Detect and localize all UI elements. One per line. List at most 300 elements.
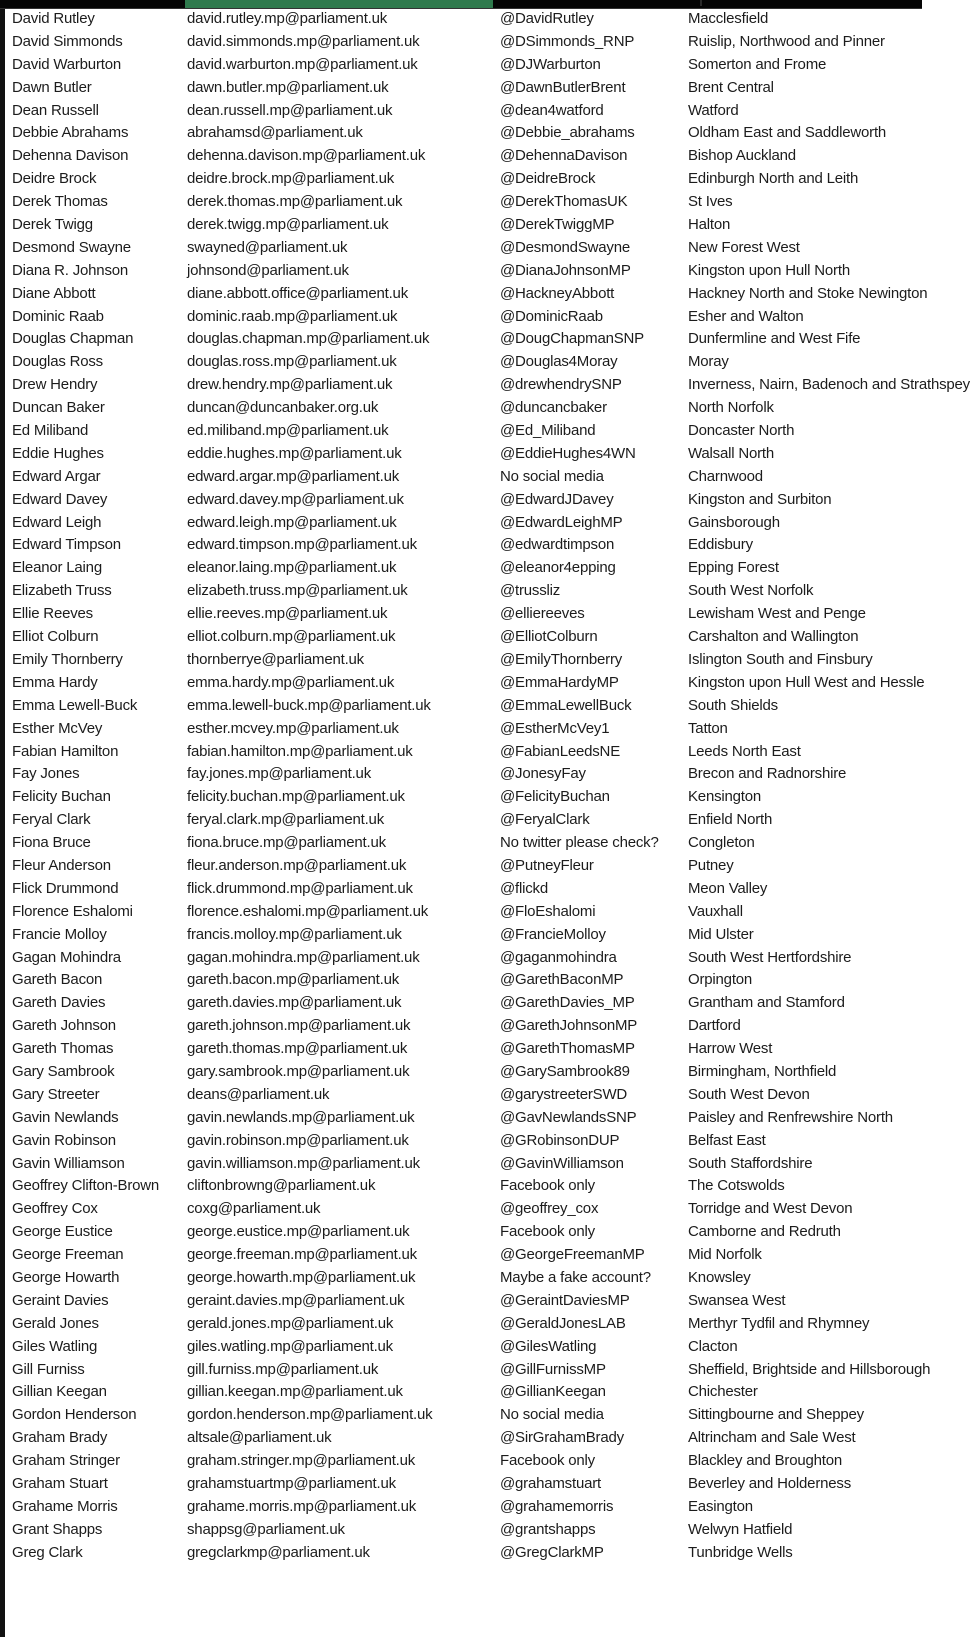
cell-twitter[interactable]: @DavidRutley: [500, 10, 594, 27]
cell-name[interactable]: Gareth Johnson: [12, 1017, 116, 1035]
cell-email[interactable]: dominic.raab.mp@parliament.uk: [187, 307, 398, 325]
cell-constituency[interactable]: Easington: [688, 1497, 753, 1515]
cell-name[interactable]: David Simmonds: [12, 32, 123, 50]
cell-email[interactable]: geraint.davies.mp@parliament.uk: [187, 1291, 405, 1309]
table-row[interactable]: [5, 1290, 922, 1313]
cell-name[interactable]: Edward Davey: [12, 490, 108, 508]
cell-twitter[interactable]: @FelicityBuchan: [500, 788, 610, 806]
cell-constituency[interactable]: Watford: [688, 101, 739, 119]
cell-name[interactable]: Edward Timpson: [12, 536, 121, 554]
table-row[interactable]: [5, 1404, 922, 1427]
cell-constituency[interactable]: Tunbridge Wells: [688, 1543, 793, 1561]
cell-name[interactable]: Gerald Jones: [12, 1314, 99, 1332]
table-row[interactable]: [5, 1153, 922, 1176]
cell-name[interactable]: Francie Molloy: [12, 925, 107, 943]
cell-email[interactable]: george.eustice.mp@parliament.uk: [187, 1223, 410, 1241]
cell-constituency[interactable]: Putney: [688, 856, 734, 874]
cell-email[interactable]: deidre.brock.mp@parliament.uk: [187, 170, 395, 188]
cell-name[interactable]: Florence Eshalomi: [12, 902, 133, 920]
cell-email[interactable]: graham.stringer.mp@parliament.uk: [187, 1452, 416, 1470]
cell-name[interactable]: Fabian Hamilton: [12, 742, 119, 760]
cell-twitter[interactable]: @EdwardLeighMP: [500, 513, 623, 531]
cell-twitter[interactable]: @GarethThomasMP: [500, 1040, 635, 1058]
cell-email[interactable]: coxg@parliament.uk: [187, 1200, 321, 1218]
cell-twitter[interactable]: @GregClarkMP: [500, 1543, 604, 1561]
cell-twitter[interactable]: @HackneyAbbott: [500, 284, 615, 302]
table-row[interactable]: [5, 1038, 922, 1061]
cell-constituency[interactable]: Sheffield, Brightside and Hillsborough: [688, 1360, 931, 1378]
cell-constituency[interactable]: Altrincham and Sale West: [688, 1429, 856, 1447]
cell-twitter[interactable]: @EmmaHardyMP: [500, 673, 619, 691]
cell-email[interactable]: giles.watling.mp@parliament.uk: [187, 1337, 393, 1355]
cell-email[interactable]: feryal.clark.mp@parliament.uk: [187, 811, 384, 829]
table-row[interactable]: [5, 809, 922, 832]
cell-email[interactable]: george.freeman.mp@parliament.uk: [187, 1246, 417, 1264]
cell-constituency[interactable]: Epping Forest: [688, 559, 779, 577]
cell-name[interactable]: Fay Jones: [12, 765, 80, 783]
cell-name[interactable]: David Rutley: [12, 10, 95, 27]
table-row[interactable]: [5, 969, 922, 992]
cell-name[interactable]: Edward Leigh: [12, 513, 102, 531]
cell-email[interactable]: johnsond@parliament.uk: [187, 261, 349, 279]
cell-name[interactable]: Desmond Swayne: [12, 238, 131, 256]
cell-constituency[interactable]: Kingston and Surbiton: [688, 490, 832, 508]
cell-twitter[interactable]: Maybe a fake account?: [500, 1268, 651, 1286]
cell-constituency[interactable]: South Shields: [688, 696, 778, 714]
cell-constituency[interactable]: Welwyn Hatfield: [688, 1520, 793, 1538]
cell-constituency[interactable]: Brent Central: [688, 78, 774, 96]
cell-twitter[interactable]: @EdwardJDavey: [500, 490, 614, 508]
cell-constituency[interactable]: South Staffordshire: [688, 1154, 813, 1172]
cell-constituency[interactable]: Chichester: [688, 1383, 758, 1401]
table-row[interactable]: [5, 1359, 931, 1382]
table-row[interactable]: [5, 786, 922, 809]
cell-email[interactable]: derek.twigg.mp@parliament.uk: [187, 216, 389, 234]
cell-name[interactable]: Ellie Reeves: [12, 605, 93, 623]
cell-constituency[interactable]: Knowsley: [688, 1268, 751, 1286]
cell-name[interactable]: Emma Hardy: [12, 673, 98, 691]
cell-name[interactable]: Greg Clark: [12, 1543, 83, 1561]
cell-constituency[interactable]: Charnwood: [688, 467, 763, 485]
cell-twitter[interactable]: @DJWarburton: [500, 55, 601, 73]
cell-name[interactable]: Graham Stringer: [12, 1452, 120, 1470]
cell-name[interactable]: Ed Miliband: [12, 422, 89, 440]
cell-name[interactable]: Duncan Baker: [12, 399, 105, 417]
cell-name[interactable]: Drew Hendry: [12, 376, 98, 394]
cell-name[interactable]: Gary Streeter: [12, 1085, 100, 1103]
cell-twitter[interactable]: @Ed_Miliband: [500, 422, 596, 440]
cell-name[interactable]: Emily Thornberry: [12, 650, 123, 668]
table-row[interactable]: [5, 1061, 922, 1084]
cell-constituency[interactable]: New Forest West: [688, 238, 800, 256]
table-row[interactable]: [5, 1313, 922, 1336]
cell-constituency[interactable]: South West Hertfordshire: [688, 948, 852, 966]
cell-email[interactable]: douglas.ross.mp@parliament.uk: [187, 353, 397, 371]
cell-name[interactable]: Gavin Newlands: [12, 1108, 119, 1126]
cell-name[interactable]: Gavin Williamson: [12, 1154, 125, 1172]
table-row[interactable]: [5, 283, 928, 306]
cell-name[interactable]: Dawn Butler: [12, 78, 92, 96]
table-row[interactable]: [5, 626, 922, 649]
cell-constituency[interactable]: Dunfermline and West Fife: [688, 330, 861, 348]
cell-name[interactable]: George Eustice: [12, 1223, 113, 1241]
table-row[interactable]: [5, 328, 922, 351]
cell-constituency[interactable]: Kingston upon Hull West and Hessle: [688, 673, 925, 691]
cell-email[interactable]: fay.jones.mp@parliament.uk: [187, 765, 371, 783]
cell-email[interactable]: gareth.thomas.mp@parliament.uk: [187, 1040, 408, 1058]
cell-twitter[interactable]: @EddieHughes4WN: [500, 444, 636, 462]
cell-twitter[interactable]: @duncancbaker: [500, 399, 607, 417]
table-row[interactable]: [5, 1198, 922, 1221]
cell-twitter[interactable]: Facebook only: [500, 1452, 595, 1470]
cell-twitter[interactable]: @edwardtimpson: [500, 536, 615, 554]
cell-twitter[interactable]: @GarethBaconMP: [500, 971, 624, 989]
table-row[interactable]: [5, 1427, 922, 1450]
cell-email[interactable]: thornberrye@parliament.uk: [187, 650, 364, 668]
cell-twitter[interactable]: @trussliz: [500, 582, 561, 600]
table-row[interactable]: [5, 1267, 922, 1290]
cell-name[interactable]: Geraint Davies: [12, 1291, 109, 1309]
table-row[interactable]: [5, 397, 922, 420]
cell-name[interactable]: Geoffrey Clifton-Brown: [12, 1177, 160, 1195]
table-row[interactable]: [5, 1336, 922, 1359]
cell-constituency[interactable]: Blackley and Broughton: [688, 1452, 843, 1470]
cell-constituency[interactable]: Kingston upon Hull North: [688, 261, 850, 279]
table-row[interactable]: [5, 100, 922, 123]
cell-constituency[interactable]: Merthyr Tydfil and Rhymney: [688, 1314, 870, 1332]
cell-constituency[interactable]: Macclesfield: [688, 10, 769, 27]
cell-constituency[interactable]: South West Devon: [688, 1085, 810, 1103]
cell-email[interactable]: gagan.mohindra.mp@parliament.uk: [187, 948, 420, 966]
cell-twitter[interactable]: @DougChapmanSNP: [500, 330, 644, 348]
cell-name[interactable]: Grahame Morris: [12, 1497, 118, 1515]
cell-name[interactable]: Eleanor Laing: [12, 559, 102, 577]
cell-constituency[interactable]: Somerton and Frome: [688, 55, 827, 73]
cell-name[interactable]: Douglas Ross: [12, 353, 103, 371]
table-row[interactable]: [5, 420, 922, 443]
table-row[interactable]: [5, 443, 922, 466]
table-row[interactable]: [5, 1130, 922, 1153]
cell-email[interactable]: gavin.williamson.mp@parliament.uk: [187, 1154, 420, 1172]
cell-twitter[interactable]: No twitter please check?: [500, 834, 659, 852]
cell-constituency[interactable]: Walsall North: [688, 444, 775, 462]
cell-name[interactable]: Flick Drummond: [12, 879, 119, 897]
cell-email[interactable]: gavin.newlands.mp@parliament.uk: [187, 1108, 415, 1126]
cell-email[interactable]: david.simmonds.mp@parliament.uk: [187, 32, 420, 50]
cell-email[interactable]: david.warburton.mp@parliament.uk: [187, 55, 418, 73]
cell-twitter[interactable]: @FloEshalomi: [500, 902, 596, 920]
cell-twitter[interactable]: Facebook only: [500, 1177, 595, 1195]
cell-email[interactable]: eleanor.laing.mp@parliament.uk: [187, 559, 397, 577]
cell-twitter[interactable]: @DeidreBrock: [500, 170, 596, 188]
cell-name[interactable]: Elliot Colburn: [12, 628, 99, 646]
cell-name[interactable]: Diana R. Johnson: [12, 261, 129, 279]
cell-email[interactable]: edward.leigh.mp@parliament.uk: [187, 513, 397, 531]
table-row[interactable]: [5, 374, 970, 397]
table-row[interactable]: [5, 168, 922, 191]
cell-constituency[interactable]: Meon Valley: [688, 879, 768, 897]
cell-twitter[interactable]: @DehennaDavison: [500, 147, 628, 165]
cell-twitter[interactable]: @GeorgeFreemanMP: [500, 1246, 645, 1264]
cell-email[interactable]: gillian.keegan.mp@parliament.uk: [187, 1383, 403, 1401]
cell-name[interactable]: Gillian Keegan: [12, 1383, 107, 1401]
header-name-column[interactable]: [5, 0, 183, 6]
cell-twitter[interactable]: @GilesWatling: [500, 1337, 597, 1355]
cell-twitter[interactable]: @grahamemorris: [500, 1497, 614, 1515]
table-row[interactable]: [5, 1496, 922, 1519]
cell-name[interactable]: Diane Abbott: [12, 284, 96, 302]
cell-email[interactable]: drew.hendry.mp@parliament.uk: [187, 376, 393, 394]
cell-email[interactable]: edward.argar.mp@parliament.uk: [187, 467, 400, 485]
table-row[interactable]: [5, 351, 922, 374]
table-row[interactable]: [5, 1473, 922, 1496]
cell-name[interactable]: Feryal Clark: [12, 811, 91, 829]
cell-constituency[interactable]: Birmingham, Northfield: [688, 1062, 837, 1080]
cell-name[interactable]: Deidre Brock: [12, 170, 97, 188]
table-row[interactable]: [5, 832, 922, 855]
cell-name[interactable]: Douglas Chapman: [12, 330, 134, 348]
cell-constituency[interactable]: Mid Norfolk: [688, 1246, 762, 1264]
table-row[interactable]: [5, 1542, 922, 1565]
cell-name[interactable]: Derek Twigg: [12, 216, 93, 234]
cell-twitter[interactable]: @GRobinsonDUP: [500, 1131, 620, 1149]
table-row[interactable]: [5, 1015, 922, 1038]
cell-constituency[interactable]: Grantham and Stamford: [688, 994, 845, 1012]
cell-name[interactable]: Felicity Buchan: [12, 788, 111, 806]
cell-twitter[interactable]: @JonesyFay: [500, 765, 586, 783]
cell-constituency[interactable]: Harrow West: [688, 1040, 773, 1058]
cell-constituency[interactable]: Halton: [688, 216, 731, 234]
table-row[interactable]: [5, 855, 922, 878]
cell-email[interactable]: gareth.bacon.mp@parliament.uk: [187, 971, 400, 989]
cell-email[interactable]: shappsg@parliament.uk: [187, 1520, 345, 1538]
cell-twitter[interactable]: @DianaJohnsonMP: [500, 261, 631, 279]
table-row[interactable]: [5, 741, 922, 764]
cell-name[interactable]: Gagan Mohindra: [12, 948, 121, 966]
cell-name[interactable]: Dominic Raab: [12, 307, 104, 325]
table-row[interactable]: [5, 512, 922, 535]
cell-constituency[interactable]: Carshalton and Wallington: [688, 628, 859, 646]
cell-email[interactable]: gerald.jones.mp@parliament.uk: [187, 1314, 394, 1332]
table-row[interactable]: [5, 54, 922, 77]
cell-twitter[interactable]: @FabianLeedsNE: [500, 742, 620, 760]
cell-constituency[interactable]: Torridge and West Devon: [688, 1200, 853, 1218]
cell-name[interactable]: Gary Sambrook: [12, 1062, 115, 1080]
cell-constituency[interactable]: Enfield North: [688, 811, 773, 829]
cell-email[interactable]: grahame.morris.mp@parliament.uk: [187, 1497, 417, 1515]
cell-email[interactable]: altsale@parliament.uk: [187, 1429, 332, 1447]
cell-constituency[interactable]: Camborne and Redruth: [688, 1223, 841, 1241]
cell-twitter[interactable]: @EmilyThornberry: [500, 650, 623, 668]
table-row[interactable]: [5, 1107, 922, 1130]
cell-constituency[interactable]: North Norfolk: [688, 399, 774, 417]
table-row[interactable]: [5, 306, 922, 329]
table-row[interactable]: [5, 31, 922, 54]
cell-email[interactable]: francis.molloy.mp@parliament.uk: [187, 925, 402, 943]
cell-email[interactable]: dehenna.davison.mp@parliament.uk: [187, 147, 426, 165]
cell-email[interactable]: david.rutley.mp@parliament.uk: [187, 10, 388, 27]
cell-email[interactable]: derek.thomas.mp@parliament.uk: [187, 193, 403, 211]
cell-name[interactable]: Edward Argar: [12, 467, 101, 485]
cell-constituency[interactable]: Dartford: [688, 1017, 741, 1035]
cell-name[interactable]: Emma Lewell-Buck: [12, 696, 138, 714]
cell-email[interactable]: gordon.henderson.mp@parliament.uk: [187, 1406, 433, 1424]
cell-email[interactable]: edward.timpson.mp@parliament.uk: [187, 536, 417, 554]
table-row[interactable]: [5, 695, 922, 718]
cell-email[interactable]: george.howarth.mp@parliament.uk: [187, 1268, 416, 1286]
cell-constituency[interactable]: Belfast East: [688, 1131, 766, 1149]
cell-email[interactable]: dean.russell.mp@parliament.uk: [187, 101, 393, 119]
cell-constituency[interactable]: Congleton: [688, 834, 755, 852]
cell-name[interactable]: Gavin Robinson: [12, 1131, 116, 1149]
cell-twitter[interactable]: @GeraintDaviesMP: [500, 1291, 630, 1309]
cell-constituency[interactable]: Oldham East and Saddleworth: [688, 124, 887, 142]
table-row[interactable]: [5, 260, 922, 283]
cell-twitter[interactable]: @DSimmonds_RNP: [500, 32, 635, 50]
cell-twitter[interactable]: No social media: [500, 1406, 604, 1424]
cell-email[interactable]: fiona.bruce.mp@parliament.uk: [187, 834, 386, 852]
cell-constituency[interactable]: Ruislip, Northwood and Pinner: [688, 32, 885, 50]
cell-twitter[interactable]: @DesmondSwayne: [500, 238, 630, 256]
cell-name[interactable]: Dean Russell: [12, 101, 99, 119]
cell-name[interactable]: Esther McVey: [12, 719, 103, 737]
cell-name[interactable]: Grant Shapps: [12, 1520, 103, 1538]
cell-email[interactable]: dawn.butler.mp@parliament.uk: [187, 78, 389, 96]
cell-name[interactable]: Debbie Abrahams: [12, 124, 129, 142]
table-row[interactable]: [5, 1221, 922, 1244]
table-row[interactable]: [5, 1244, 922, 1267]
cell-constituency[interactable]: Clacton: [688, 1337, 738, 1355]
cell-twitter[interactable]: Facebook only: [500, 1223, 595, 1241]
cell-constituency[interactable]: Orpington: [688, 971, 753, 989]
table-row[interactable]: [5, 1381, 922, 1404]
cell-twitter[interactable]: @grahamstuart: [500, 1475, 602, 1492]
cell-twitter[interactable]: @GavinWilliamson: [500, 1154, 624, 1172]
cell-twitter[interactable]: @FeryalClark: [500, 811, 590, 829]
cell-constituency[interactable]: Islington South and Finsbury: [688, 650, 873, 668]
cell-twitter[interactable]: @drewhendrySNP: [500, 376, 622, 394]
cell-email[interactable]: grahamstuartmp@parliament.uk: [187, 1475, 396, 1492]
cell-twitter[interactable]: @GeraldJonesLAB: [500, 1314, 626, 1332]
cell-constituency[interactable]: Inverness, Nairn, Badenoch and Strathspey: [688, 376, 970, 394]
cell-constituency[interactable]: Doncaster North: [688, 422, 795, 440]
cell-twitter[interactable]: @GarySambrook89: [500, 1062, 630, 1080]
cell-constituency[interactable]: Gainsborough: [688, 513, 780, 531]
cell-twitter[interactable]: @dean4watford: [500, 101, 604, 119]
table-row[interactable]: [5, 8, 922, 31]
cell-email[interactable]: edward.davey.mp@parliament.uk: [187, 490, 404, 508]
cell-name[interactable]: Giles Watling: [12, 1337, 98, 1355]
cell-twitter[interactable]: @DawnButlerBrent: [500, 78, 626, 96]
cell-email[interactable]: gareth.johnson.mp@parliament.uk: [187, 1017, 411, 1035]
table-row[interactable]: [5, 992, 922, 1015]
cell-constituency[interactable]: Lewisham West and Penge: [688, 605, 866, 623]
cell-constituency[interactable]: Beverley and Holderness: [688, 1475, 851, 1492]
cell-twitter[interactable]: @PutneyFleur: [500, 856, 594, 874]
cell-twitter[interactable]: @DominicRaab: [500, 307, 603, 325]
cell-constituency[interactable]: The Cotswolds: [688, 1177, 785, 1195]
cell-twitter[interactable]: @Debbie_abrahams: [500, 124, 635, 142]
header-twitter-column[interactable]: [495, 0, 702, 6]
cell-name[interactable]: Gordon Henderson: [12, 1406, 137, 1424]
table-row[interactable]: [5, 718, 922, 741]
cell-constituency[interactable]: Bishop Auckland: [688, 147, 796, 165]
cell-name[interactable]: Fleur Anderson: [12, 856, 111, 874]
cell-constituency[interactable]: Hackney North and Stoke Newington: [688, 284, 928, 302]
cell-name[interactable]: Gill Furniss: [12, 1360, 85, 1378]
cell-twitter[interactable]: @elliereeves: [500, 605, 585, 623]
cell-name[interactable]: Fiona Bruce: [12, 834, 91, 852]
cell-name[interactable]: George Howarth: [12, 1268, 120, 1286]
cell-email[interactable]: ellie.reeves.mp@parliament.uk: [187, 605, 388, 623]
cell-twitter[interactable]: @GillFurnissMP: [500, 1360, 606, 1378]
cell-email[interactable]: eddie.hughes.mp@parliament.uk: [187, 444, 402, 462]
cell-email[interactable]: cliftonbrowng@parliament.uk: [187, 1177, 376, 1195]
cell-email[interactable]: gavin.robinson.mp@parliament.uk: [187, 1131, 409, 1149]
table-row[interactable]: [5, 1084, 922, 1107]
cell-email[interactable]: diane.abbott.office@parliament.uk: [187, 284, 408, 302]
cell-name[interactable]: Graham Stuart: [12, 1475, 108, 1492]
cell-twitter[interactable]: @flickd: [500, 879, 549, 897]
cell-constituency[interactable]: Esher and Walton: [688, 307, 804, 325]
cell-twitter[interactable]: @DerekTwiggMP: [500, 216, 615, 234]
table-row[interactable]: [5, 603, 922, 626]
cell-email[interactable]: flick.drummond.mp@parliament.uk: [187, 879, 413, 897]
cell-constituency[interactable]: Edinburgh North and Leith: [688, 170, 859, 188]
cell-twitter[interactable]: @EstherMcVey1: [500, 719, 610, 737]
cell-email[interactable]: duncan@duncanbaker.org.uk: [187, 399, 379, 417]
cell-constituency[interactable]: St Ives: [688, 193, 733, 211]
table-row[interactable]: [5, 924, 922, 947]
cell-name[interactable]: George Freeman: [12, 1246, 124, 1264]
cell-email[interactable]: felicity.buchan.mp@parliament.uk: [187, 788, 405, 806]
cell-twitter[interactable]: @DerekThomasUK: [500, 193, 628, 211]
table-row[interactable]: [5, 191, 922, 214]
cell-constituency[interactable]: South West Norfolk: [688, 582, 814, 600]
table-row[interactable]: [5, 489, 922, 512]
cell-email[interactable]: gareth.davies.mp@parliament.uk: [187, 994, 402, 1012]
cell-name[interactable]: Gareth Thomas: [12, 1040, 114, 1058]
cell-name[interactable]: David Warburton: [12, 55, 121, 73]
cell-email[interactable]: douglas.chapman.mp@parliament.uk: [187, 330, 430, 348]
cell-email[interactable]: fleur.anderson.mp@parliament.uk: [187, 856, 407, 874]
cell-twitter[interactable]: @garystreeterSWD: [500, 1085, 628, 1103]
cell-twitter[interactable]: @eleanor4epping: [500, 559, 616, 577]
table-row[interactable]: [5, 672, 925, 695]
header-email-column-selected[interactable]: [185, 0, 493, 8]
cell-name[interactable]: Gareth Bacon: [12, 971, 103, 989]
cell-email[interactable]: abrahamsd@parliament.uk: [187, 124, 363, 142]
cell-name[interactable]: Derek Thomas: [12, 193, 108, 211]
cell-twitter[interactable]: No social media: [500, 467, 604, 485]
table-row[interactable]: [5, 145, 922, 168]
cell-constituency[interactable]: Swansea West: [688, 1291, 786, 1309]
table-row[interactable]: [5, 901, 922, 924]
table-row[interactable]: [5, 1175, 922, 1198]
cell-twitter[interactable]: @ElliotColburn: [500, 628, 598, 646]
cell-name[interactable]: Eddie Hughes: [12, 444, 104, 462]
table-row[interactable]: [5, 649, 922, 672]
cell-twitter[interactable]: @gaganmohindra: [500, 948, 617, 966]
cell-twitter[interactable]: @grantshapps: [500, 1520, 596, 1538]
cell-constituency[interactable]: Eddisbury: [688, 536, 753, 554]
table-row[interactable]: [5, 122, 922, 145]
cell-name[interactable]: Dehenna Davison: [12, 147, 129, 165]
cell-name[interactable]: Graham Brady: [12, 1429, 108, 1447]
cell-constituency[interactable]: Mid Ulster: [688, 925, 754, 943]
cell-email[interactable]: gill.furniss.mp@parliament.uk: [187, 1360, 379, 1378]
cell-name[interactable]: Elizabeth Truss: [12, 582, 112, 600]
